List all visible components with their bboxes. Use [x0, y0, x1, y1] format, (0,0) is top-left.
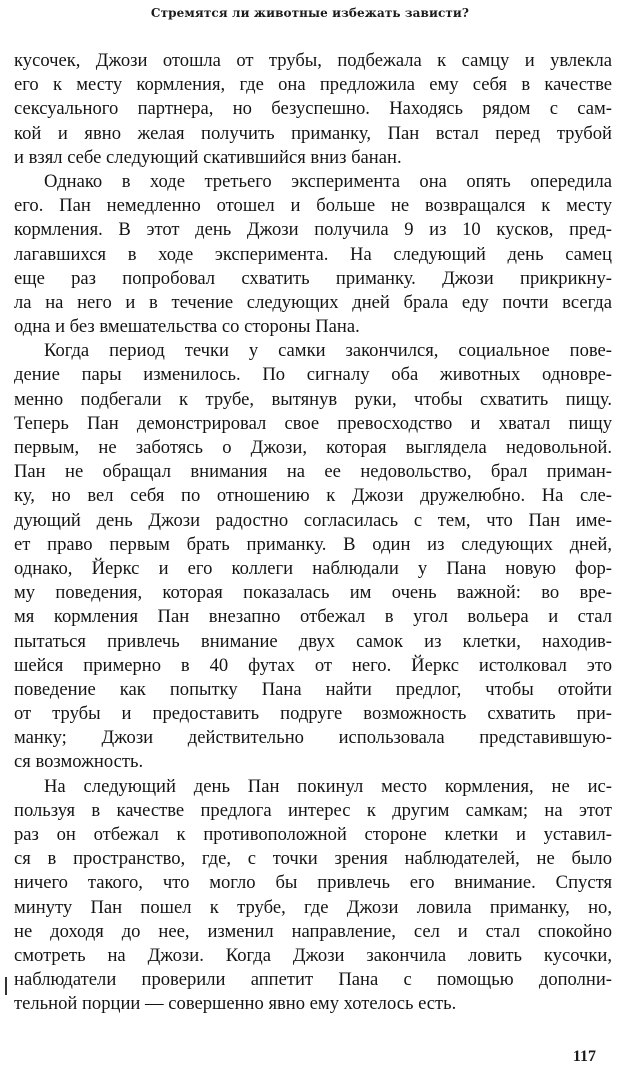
text-line: кусочек, Джози отошла от трубы, подбежала к самцу и увлекла — [14, 50, 612, 71]
text-line: и взял себе следующий скатившийся вниз банан. — [14, 146, 402, 168]
paragraph — [14, 170, 612, 339]
text-line: однако, Йеркс и его коллеги наблюдали у Пана новую фор- — [14, 557, 612, 579]
text-line: кормления. В этот день Джози получила 9 из 10 кусков, пред- — [14, 219, 612, 241]
text-line: пользуя в качестве предлога интерес к другим самкам; на этот — [14, 799, 612, 821]
text-line: минуту Пан пошел к трубе, где Джози ловила приманку, но, — [14, 896, 612, 918]
paragraph — [14, 775, 612, 1017]
text-line: от трубы и предоставить подруге возможность схватить при- — [14, 703, 612, 725]
text-line: одна и без вмешательства со стороны Пана. — [14, 316, 360, 338]
text-line: тельной порции — совершенно явно ему хотелось есть. — [14, 993, 457, 1015]
text-line: дующий день Джози радостно согласилась с тем, что Пан име- — [14, 509, 612, 531]
text-line: ет право первым брать приманку. В один из следующих дней, — [14, 533, 612, 555]
text-line: пытаться привлечь внимание двух самок из клетки, находив- — [14, 630, 612, 652]
running-header: Стремятся ли животные избежать зависти? — [150, 6, 470, 20]
text-line: смотреть на Джози. Когда Джози закончила ловить кусочки, — [14, 944, 612, 966]
text-line: ся в пространство, где, с точки зрения наблюдателей, не было — [14, 848, 612, 870]
page-number: 117 — [572, 1048, 596, 1065]
text-line: сексуального партнера, но безуспешно. Находясь рядом с сам- — [14, 98, 612, 120]
text-line: раз он отбежал к противоположной стороне клетки и уставил- — [14, 824, 612, 845]
text-line: му поведения, которая показалась им очень важной: во вре- — [14, 582, 612, 604]
text-line: ся возможность. — [14, 751, 144, 773]
margin-mark — [5, 977, 7, 995]
text-line: мя кормления Пан внезапно отбежал в угол вольера и стал — [14, 606, 612, 628]
text-line: ничего такого, что могло бы привлечь его внимание. Спустя — [14, 872, 612, 894]
text-line: Когда период течки у самки закончился, социальное пове- — [44, 340, 612, 362]
paragraph — [14, 49, 612, 170]
text-line: Однако в ходе третьего эксперимента она опять опередила — [44, 170, 612, 192]
text-line: не доходя до нее, изменил направление, сел и стал спокойно — [14, 920, 612, 942]
text-line: На следующий день Пан покинул место кормления, не ис- — [44, 775, 612, 797]
text-line: шейся примерно в 40 футах от него. Йеркс истолковал это — [14, 654, 612, 676]
paragraph — [14, 339, 612, 774]
text-line: его к месту кормления, где она предложила ему себя в качестве — [14, 74, 612, 96]
text-line: манку; Джози действительно использовала представившую- — [14, 727, 612, 749]
text-line: Теперь Пан демонстрировал свое превосходство и хватал пищу — [14, 412, 612, 434]
text-line: кой и явно желая получить приманку, Пан встал перед трубой — [14, 122, 612, 144]
text-line: менно подбегали к трубе, вытянув руки, чтобы схватить пищу. — [14, 388, 612, 410]
text-line: наблюдатели проверили аппетит Пана с помощью дополни- — [14, 969, 612, 991]
text-line: ку, но вел себя по отношению к Джози дружелюбно. На сле- — [14, 485, 612, 507]
text-line: дение пары изменилось. По сигналу оба животных одновре- — [14, 364, 612, 386]
body-text — [14, 49, 612, 1017]
text-line: поведение как попытку Пана найти предлог, чтобы отойти — [14, 678, 612, 700]
text-line: ла на него и в течение следующих дней брала еду почти всегда — [14, 291, 612, 313]
text-line: Пан не обращал внимания на ее недовольство, брал приман- — [14, 461, 612, 483]
text-line: еще раз попробовал схватить приманку. Джози прикрикну- — [14, 267, 612, 289]
text-line: первым, не заботясь о Джози, которая выглядела недовольной. — [14, 437, 612, 458]
text-line: лагавшихся в ходе эксперимента. На следующий день самец — [14, 243, 612, 265]
text-line: его. Пан немедленно отошел и больше не возвращался к месту — [14, 195, 612, 217]
